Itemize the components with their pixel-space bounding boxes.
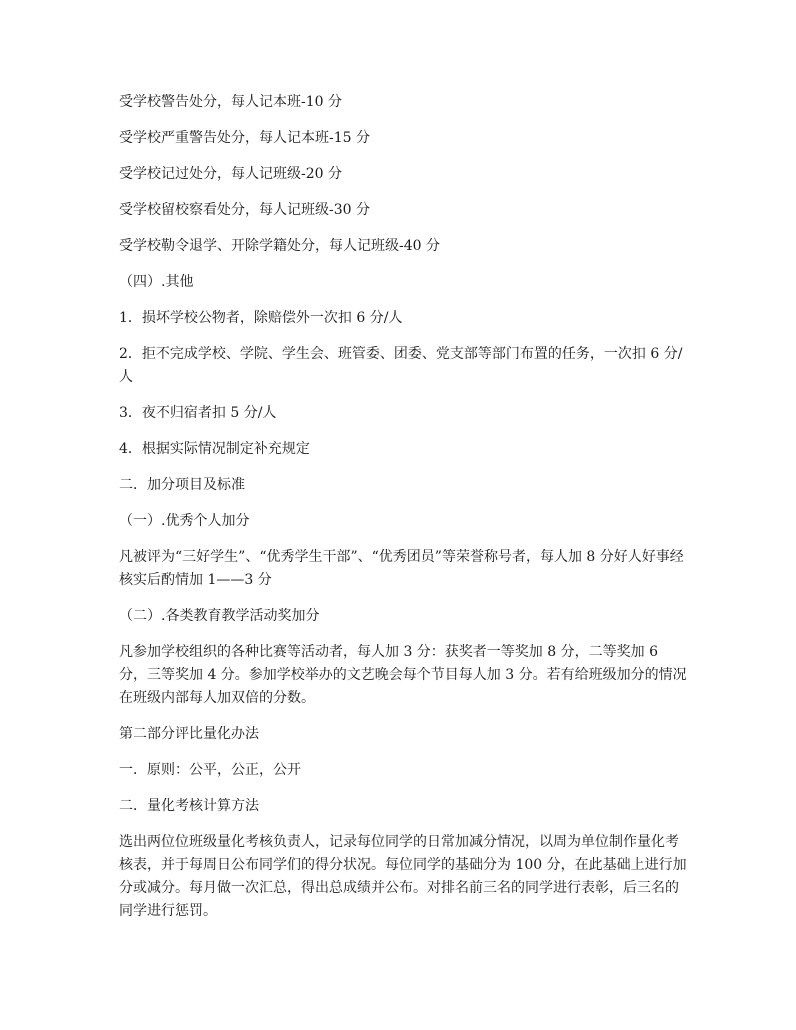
paragraph-expulsion: 受学校勒令退学、开除学籍处分，每人记班级-40 分 [119,238,440,254]
section-heading-method: 二．量化考核计算方法 [119,798,259,814]
list-item-1: 1．损坏学校公物者，除赔偿外一次扣 6 分/人 [119,310,403,326]
list-item-4: 4．根据实际情况制定补充规定 [119,441,310,457]
paragraph-method: 选出两位位班级量化考核负责人，记录每位同学的日常加减分情况，以周为单位制作量化考核表，并于每周日公布同学们的得分状况。每位同学的基础分为 100 分，在此基础上进行加分或减分。每月做一次汇总，得出总成绩并公布。对排名前三名的同学进行表彰，后三名的同学进行惩罚。 [119,834,687,919]
paragraph-probation: 受学校留校察看处分，每人记班级-30 分 [119,202,370,218]
paragraph-warning: 受学校警告处分，每人记本班-10 分 [119,94,342,110]
paragraph-honors: 凡被评为“三好学生”、“优秀学生干部”、“优秀团员”等荣誉称号者，每人加 8 分好人好事经核实后酌情加 1——3 分 [119,549,684,588]
document-body [119,91,687,936]
subsection-heading-activities: （二）.各类教育教学活动奖加分 [119,608,320,624]
paragraph-demerit: 受学校记过处分，每人记班级-20 分 [119,166,342,182]
section-heading-other: （四）.其他 [119,274,194,290]
paragraph-activities: 凡参加学校组织的各种比赛等活动者，每人加 3 分：获奖者一等奖加 8 分，二等奖加 6 分，三等奖加 4 分。参加学校举办的文艺晚会每个节目每人加 3 分。若有给班级加分的情况在班级内部每人加双倍的分数。 [119,644,687,706]
list-item-2: 2．拒不完成学校、学院、学生会、班管委、团委、党支部等部门布置的任务，一次扣 6 分/人 [119,346,683,385]
part-heading-quantification: 第二部分评比量化办法 [119,726,259,742]
list-item-3: 3．夜不归宿者扣 5 分/人 [119,405,277,421]
paragraph-serious-warning: 受学校严重警告处分，每人记本班-15 分 [119,130,370,146]
subsection-heading-individual: （一）.优秀个人加分 [119,513,250,529]
section-heading-bonus: 二．加分项目及标准 [119,477,245,493]
section-heading-principles: 一．原则：公平，公正，公开 [119,762,301,778]
